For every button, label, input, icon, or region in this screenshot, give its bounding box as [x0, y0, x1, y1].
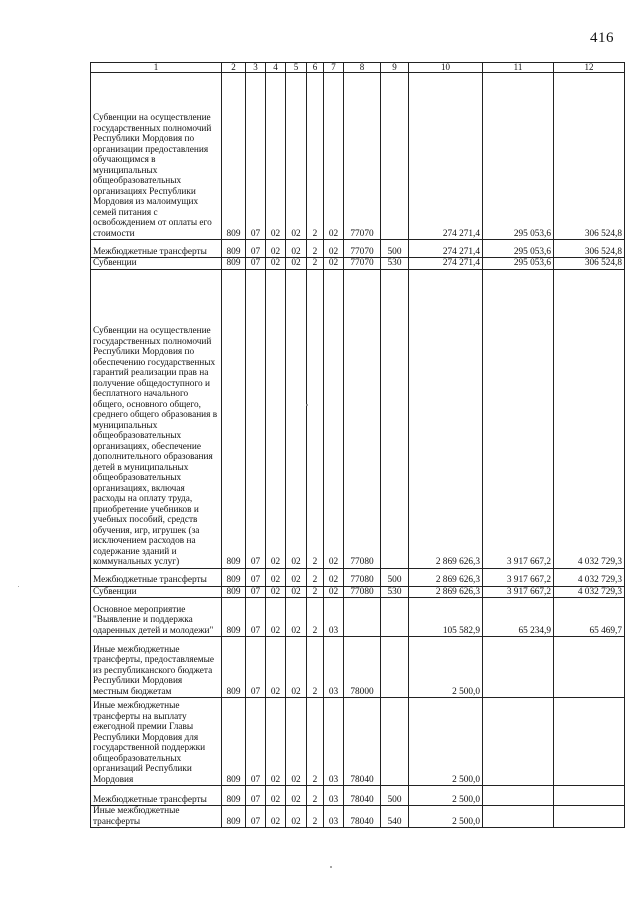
code-cell-c7: 03	[324, 698, 344, 786]
code-cell-c8: 77070	[344, 73, 381, 240]
amount-cell-c10: 274 271,4	[409, 240, 483, 258]
code-cell-c8: 78000	[344, 637, 381, 698]
code-cell-c2: 809	[222, 73, 246, 240]
table-row	[91, 806, 625, 828]
code-cell-c5: 02	[286, 637, 307, 698]
amount-cell-c12: 4 032 729,3	[554, 586, 625, 598]
amount-cell-c11	[483, 698, 554, 786]
code-cell-c2: 809	[222, 586, 246, 598]
table-row	[91, 637, 625, 698]
code-cell-c8: 78040	[344, 786, 381, 806]
amount-cell-c12: 306 524,8	[554, 240, 625, 258]
amount-cell-c10: 2 500,0	[409, 637, 483, 698]
amount-cell-c11: 295 053,6	[483, 73, 554, 240]
code-cell-c7: 02	[324, 240, 344, 258]
code-cell-c3: 07	[246, 73, 266, 240]
amount-cell-c10: 2 869 626,3	[409, 269, 483, 568]
amount-cell-c12	[554, 698, 625, 786]
amount-cell-c10: 2 500,0	[409, 786, 483, 806]
code-cell-c4: 02	[266, 806, 286, 828]
code-cell-c9: 540	[381, 806, 409, 828]
code-cell-c6: 2	[307, 598, 324, 637]
code-cell-c8: 78040	[344, 698, 381, 786]
row-description: Иные межбюджетные трансферты на выплату ежегодной премии Главы Республики Мордовия для государственной поддержки общеобразовательных организаций Республики Мордовия	[91, 698, 222, 786]
amount-cell-c12: 306 524,8	[554, 258, 625, 270]
code-cell-c5: 02	[286, 240, 307, 258]
code-cell-c5: 02	[286, 269, 307, 568]
column-number-2: 2	[222, 63, 246, 73]
code-cell-c9	[381, 598, 409, 637]
code-cell-c6: 2	[307, 240, 324, 258]
table-row	[91, 73, 625, 240]
code-cell-c7: 02	[324, 269, 344, 568]
code-cell-c2: 809	[222, 258, 246, 270]
page-number: 416	[590, 30, 614, 46]
code-cell-c6: 2	[307, 586, 324, 598]
code-cell-c2: 809	[222, 786, 246, 806]
amount-cell-c11	[483, 786, 554, 806]
amount-cell-c12: 4 032 729,3	[554, 269, 625, 568]
code-cell-c4: 02	[266, 698, 286, 786]
code-cell-c9: 500	[381, 568, 409, 586]
row-description: Субвенции на осуществление государственных полномочий Республики Мордовия по организации предоставления обучающимся в муниципальных общеобразовательных организациях Республики Мордовия из малоимущих семей питания с освобождением от оплаты его стоимости	[91, 73, 222, 240]
code-cell-c3: 07	[246, 698, 266, 786]
scan-speck	[18, 586, 19, 587]
code-cell-c3: 07	[246, 568, 266, 586]
row-description: Субвенции на осуществление государственных полномочий Республики Мордовия по обеспечению государственных гарантий реализации прав на получение общедоступного и бесплатного начального общего, основного общего, среднего общего образования в муниципальных общеобразовательных организациях, обеспечение дополнительного образования детей в муниципальных общеобразовательных организациях, включая расходы на оплату труда, приобретение учебников и учебных пособий, средств обучения, игр, игрушек (за исключением расходов на содержание зданий и коммунальных услуг)	[91, 269, 222, 568]
code-cell-c8: 78040	[344, 806, 381, 828]
amount-cell-c11: 295 053,6	[483, 240, 554, 258]
code-cell-c3: 07	[246, 786, 266, 806]
amount-cell-c12	[554, 637, 625, 698]
code-cell-c4: 02	[266, 240, 286, 258]
amount-cell-c10: 2 500,0	[409, 806, 483, 828]
table-row	[91, 786, 625, 806]
code-cell-c2: 809	[222, 637, 246, 698]
column-number-header-row	[91, 63, 625, 73]
budget-table	[90, 62, 625, 828]
amount-cell-c12: 306 524,8	[554, 73, 625, 240]
code-cell-c4: 02	[266, 269, 286, 568]
code-cell-c5: 02	[286, 586, 307, 598]
code-cell-c4: 02	[266, 73, 286, 240]
code-cell-c2: 809	[222, 806, 246, 828]
table-row	[91, 598, 625, 637]
column-number-7: 7	[324, 63, 344, 73]
code-cell-c2: 809	[222, 698, 246, 786]
code-cell-c8: 77080	[344, 269, 381, 568]
amount-cell-c10: 274 271,4	[409, 258, 483, 270]
amount-cell-c12	[554, 786, 625, 806]
row-description: Межбюджетные трансферты	[91, 786, 222, 806]
code-cell-c5: 02	[286, 806, 307, 828]
code-cell-c5: 02	[286, 73, 307, 240]
table-row	[91, 258, 625, 270]
code-cell-c9: 500	[381, 786, 409, 806]
code-cell-c3: 07	[246, 806, 266, 828]
code-cell-c6: 2	[307, 269, 324, 568]
amount-cell-c11	[483, 637, 554, 698]
amount-cell-c10: 2 869 626,3	[409, 568, 483, 586]
amount-cell-c11: 65 234,9	[483, 598, 554, 637]
code-cell-c7: 03	[324, 598, 344, 637]
table-row	[91, 240, 625, 258]
amount-cell-c11: 3 917 667,2	[483, 568, 554, 586]
code-cell-c7: 02	[324, 73, 344, 240]
code-cell-c5: 02	[286, 568, 307, 586]
amount-cell-c11: 3 917 667,2	[483, 269, 554, 568]
code-cell-c7: 03	[324, 806, 344, 828]
code-cell-c6: 2	[307, 637, 324, 698]
code-cell-c5: 02	[286, 258, 307, 270]
table-row	[91, 586, 625, 598]
amount-cell-c12	[554, 806, 625, 828]
code-cell-c5: 02	[286, 786, 307, 806]
code-cell-c3: 07	[246, 240, 266, 258]
code-cell-c5: 02	[286, 698, 307, 786]
column-number-6: 6	[307, 63, 324, 73]
table-row	[91, 698, 625, 786]
row-description: Основное мероприятие "Выявление и поддержка одаренных детей и молодежи"	[91, 598, 222, 637]
column-number-1: 1	[91, 63, 222, 73]
code-cell-c9: 500	[381, 240, 409, 258]
amount-cell-c11: 3 917 667,2	[483, 586, 554, 598]
code-cell-c4: 02	[266, 637, 286, 698]
table-row	[91, 269, 625, 568]
code-cell-c2: 809	[222, 269, 246, 568]
code-cell-c6: 2	[307, 786, 324, 806]
code-cell-c8: 77070	[344, 240, 381, 258]
row-description: Межбюджетные трансферты	[91, 568, 222, 586]
code-cell-c9	[381, 698, 409, 786]
row-description: Субвенции	[91, 258, 222, 270]
row-description: Иные межбюджетные трансферты	[91, 806, 222, 828]
code-cell-c9	[381, 637, 409, 698]
code-cell-c8: 77080	[344, 586, 381, 598]
code-cell-c2: 809	[222, 598, 246, 637]
code-cell-c3: 07	[246, 637, 266, 698]
scan-speck	[330, 866, 332, 868]
code-cell-c4: 02	[266, 598, 286, 637]
code-cell-c3: 07	[246, 586, 266, 598]
amount-cell-c12: 4 032 729,3	[554, 568, 625, 586]
amount-cell-c11: 295 053,6	[483, 258, 554, 270]
column-number-8: 8	[344, 63, 381, 73]
code-cell-c9: 530	[381, 586, 409, 598]
code-cell-c5: 02	[286, 598, 307, 637]
amount-cell-c10: 105 582,9	[409, 598, 483, 637]
scan-speck	[306, 404, 308, 406]
amount-cell-c12: 65 469,7	[554, 598, 625, 637]
row-description: Иные межбюджетные трансферты, предоставляемые из республиканского бюджета Республики Мордовия местным бюджетам	[91, 637, 222, 698]
code-cell-c4: 02	[266, 786, 286, 806]
column-number-5: 5	[286, 63, 307, 73]
table-body	[91, 73, 625, 828]
column-number-11: 11	[483, 63, 554, 73]
column-number-10: 10	[409, 63, 483, 73]
code-cell-c7: 02	[324, 586, 344, 598]
code-cell-c4: 02	[266, 568, 286, 586]
code-cell-c7: 02	[324, 258, 344, 270]
code-cell-c8: 77070	[344, 258, 381, 270]
code-cell-c9: 530	[381, 258, 409, 270]
code-cell-c6: 2	[307, 258, 324, 270]
column-number-12: 12	[554, 63, 625, 73]
code-cell-c7: 03	[324, 637, 344, 698]
code-cell-c9	[381, 269, 409, 568]
code-cell-c2: 809	[222, 240, 246, 258]
code-cell-c6: 2	[307, 698, 324, 786]
code-cell-c3: 07	[246, 598, 266, 637]
amount-cell-c10: 2 869 626,3	[409, 586, 483, 598]
code-cell-c4: 02	[266, 258, 286, 270]
table-row	[91, 568, 625, 586]
code-cell-c7: 02	[324, 568, 344, 586]
code-cell-c8	[344, 598, 381, 637]
code-cell-c6: 2	[307, 806, 324, 828]
amount-cell-c11	[483, 806, 554, 828]
amount-cell-c10: 274 271,4	[409, 73, 483, 240]
code-cell-c2: 809	[222, 568, 246, 586]
column-number-4: 4	[266, 63, 286, 73]
code-cell-c8: 77080	[344, 568, 381, 586]
row-description: Субвенции	[91, 586, 222, 598]
row-description: Межбюджетные трансферты	[91, 240, 222, 258]
code-cell-c9	[381, 73, 409, 240]
code-cell-c4: 02	[266, 586, 286, 598]
code-cell-c3: 07	[246, 269, 266, 568]
column-number-9: 9	[381, 63, 409, 73]
code-cell-c6: 2	[307, 568, 324, 586]
column-number-3: 3	[246, 63, 266, 73]
code-cell-c7: 03	[324, 786, 344, 806]
code-cell-c3: 07	[246, 258, 266, 270]
amount-cell-c10: 2 500,0	[409, 698, 483, 786]
code-cell-c6: 2	[307, 73, 324, 240]
